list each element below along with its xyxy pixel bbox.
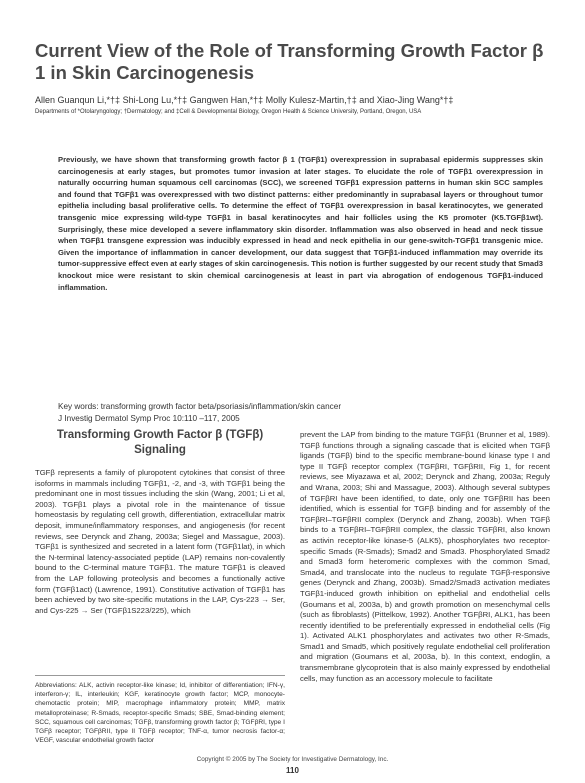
copyright-notice: Copyright © 2005 by The Society for Investigative Dermatology, Inc. (196, 756, 389, 763)
footnote-divider (35, 675, 285, 676)
abstract: Previously, we have shown that transforming growth factor β 1 (TGFβ1) overexpression in suprabasal epidermis suppresses skin carcinogenesis at early stages, but promotes tumor invasion at later stages. To elucidate the role of TGFβ1 overexpression in naturally occurring human squamous cell carcinomas (SCC), we screened TGFβ1 expression patterns in human skin SCC samples and found that TGFβ1 was overexpressed with two distinct patterns: either predominantly in suprabasal layers or throughout tumor epithelia including basal proliferative cells. To determine the effect of TGFβ1 overexpression in basal keratinocytes, we generated transgenic mice expressing wild-type TGFβ1 in basal keratinocytes and hair follicles using the K5 promoter (K5.TGFβ1wt). Surprisingly, these mice developed a severe inflammatory skin disorder. Inflammation was also observed in head and neck tissue when TGFβ1 transgene expression was inducibly expressed in head and neck epithelia in our gene-switch-TGFβ1 transgenic mice. Given the importance of inflammation in cancer development, our data suggest that TGFβ1-induced inflammation may override its tumor-suppressive effect even at early stages of skin carcinogenesis. This notion is further suggested by our recent study that Smad3 knockout mice were resistant to skin chemical carcinogenesis at least in part via abrogation of endogenous TGFβ1-induced inflammation. (58, 155, 543, 292)
body-column-left: TGFβ represents a family of pluropotent cytokines that consist of three isoforms in mammals including TGFβ1, -2, and -3, with TGFβ1 being the predominant one in most tissues including the skin (Wang, 2001; Li et al, 2003). TGFβ1 plays a pivotal role in the maintenance of tissue homeostasis by regulating cell growth, differentiation, extracellular matrix deposit, immune/inflammatory responses, and angiogenesis (for recent reviews, see Derynck and Zhang, 2003a; Siegel and Massague, 2003). TGFβ1 is synthesized and secreted in a latent form (TGFβ1lat), in which the N-terminal latency-associated peptide (LAP) remains non-covalently bound to the C-terminal mature TGFβ1. The mature TGFβ1 is cleaved from the LAP following proteolysis and becomes a functionally active form (TGFβ1act) (Lawrence, 1991). Constitutive activation of TGFβ1 has been achieved by two site-specific mutations in the LAP, Cys-223 → Ser, and Cys-225 → Ser (TGFβ1S223/225), which (35, 468, 285, 615)
abbreviations-footnote: Abbreviations: ALK, activin receptor-like kinase; Id, inhibitor of differentiation; IFN-γ, interferon-γ; IL, interleukin; KGF, keratinocyte growth factor; MCP, monocyte-chemotactic protein; MIP, macrophage inflammatory protein; MMP, matrix metalloproteinase; R-Smads, receptor-specific Smads; SBE, Smad-binding element; SCC, squamous cell carcinomas; TGFβ, transforming growth factor β; TGFβRI, type I TGFβ receptor; TGFβRII, type II TGFβ receptor; TNF-α, tumor necrosis factor-α; VEGF, vascular endothelial growth factor (35, 682, 285, 745)
section-heading: Transforming Growth Factor β (TGFβ) Signaling (56, 429, 264, 456)
article-title: Current View of the Role of Transforming Growth Factor β 1 in Skin Carcinogenesis (35, 40, 544, 83)
keywords-block (58, 401, 543, 425)
body-column-right: prevent the LAP from binding to the mature TGFβ1 (Brunner et al, 1989). TGFβ functions through a signaling cascade that is elicited when TGFβ ligands (TGFβ) bind to the specific membrane-bound kinase type I and type II TGFβ receptor complex (TGFβRI, TGFβRII, Fig 1, for recent reviews, see Miyazawa et al, 2002; Derynck and Zhang, 2003a; Reguly and Wrana, 2003; Shi and Massague, 2003). Although several subtypes of TGFβRI have been identified, to date, only one TGFβRII has been identified, which is essential for TGFβ binding and for assembly of the TGFβRI–TGFβRII complex (Derynck and Zhang, 2003b). When TGFβ binds to a TGFβRI–TGFβRII complex, the classic TGFβRI, also known as activin receptor-like kinase-5 (ALK5), phosphorylates two receptor-specific Smads (R-Smads); Smad2 and Smad3. Phosphorylated Smad2 and Smad3 form heteromeric complexes with the common Smad, Smad4, and translocate into the nucleus to regulate TGFβ-responsive genes (Derynck and Zhang, 2003b). Smad2/Smad3 activation mediates TGFβ1-induced growth inhibition on epithelial and endothelial cells (Goumans et al, 2003a, b) and growth promotion on mesenchymal cells (such as fibroblasts) (Pittelkow, 1992). Another TGFβRI, ALK1, has been recently identified to be preferentially expressed in endothelial cells (Fig 1). Activated ALK1 phosphorylates and activates two other R-Smads, Smad1 and Smad5, which positively regulate endothelial cell proliferation and migration (Goumans et al, 2003a, b). In this context, endoglin, a transmembrane glycoprotein that is also mainly expressed by endothelial cells, may function as an accessory molecule to facilitate (300, 430, 550, 683)
citation: J Investig Dermatol Symp Proc 10:110 –117, 2005 (58, 414, 240, 423)
affiliations: Departments of *Otolaryngology; †Dermatology; and ‡Cell & Developmental Biology, Oregon Health & Science University, Portland, Oregon, USA (35, 109, 422, 115)
author-list: Allen Guanqun Li,*†‡ Shi-Long Lu,*†‡ Gangwen Han,*†‡ Molly Kulesz-Martin,†‡ and Xiao-Jing Wang*†‡ (35, 95, 454, 105)
keywords: Key words: transforming growth factor beta/psoriasis/inflammation/skin cancer (58, 402, 342, 411)
page-number: 110 (286, 766, 299, 775)
